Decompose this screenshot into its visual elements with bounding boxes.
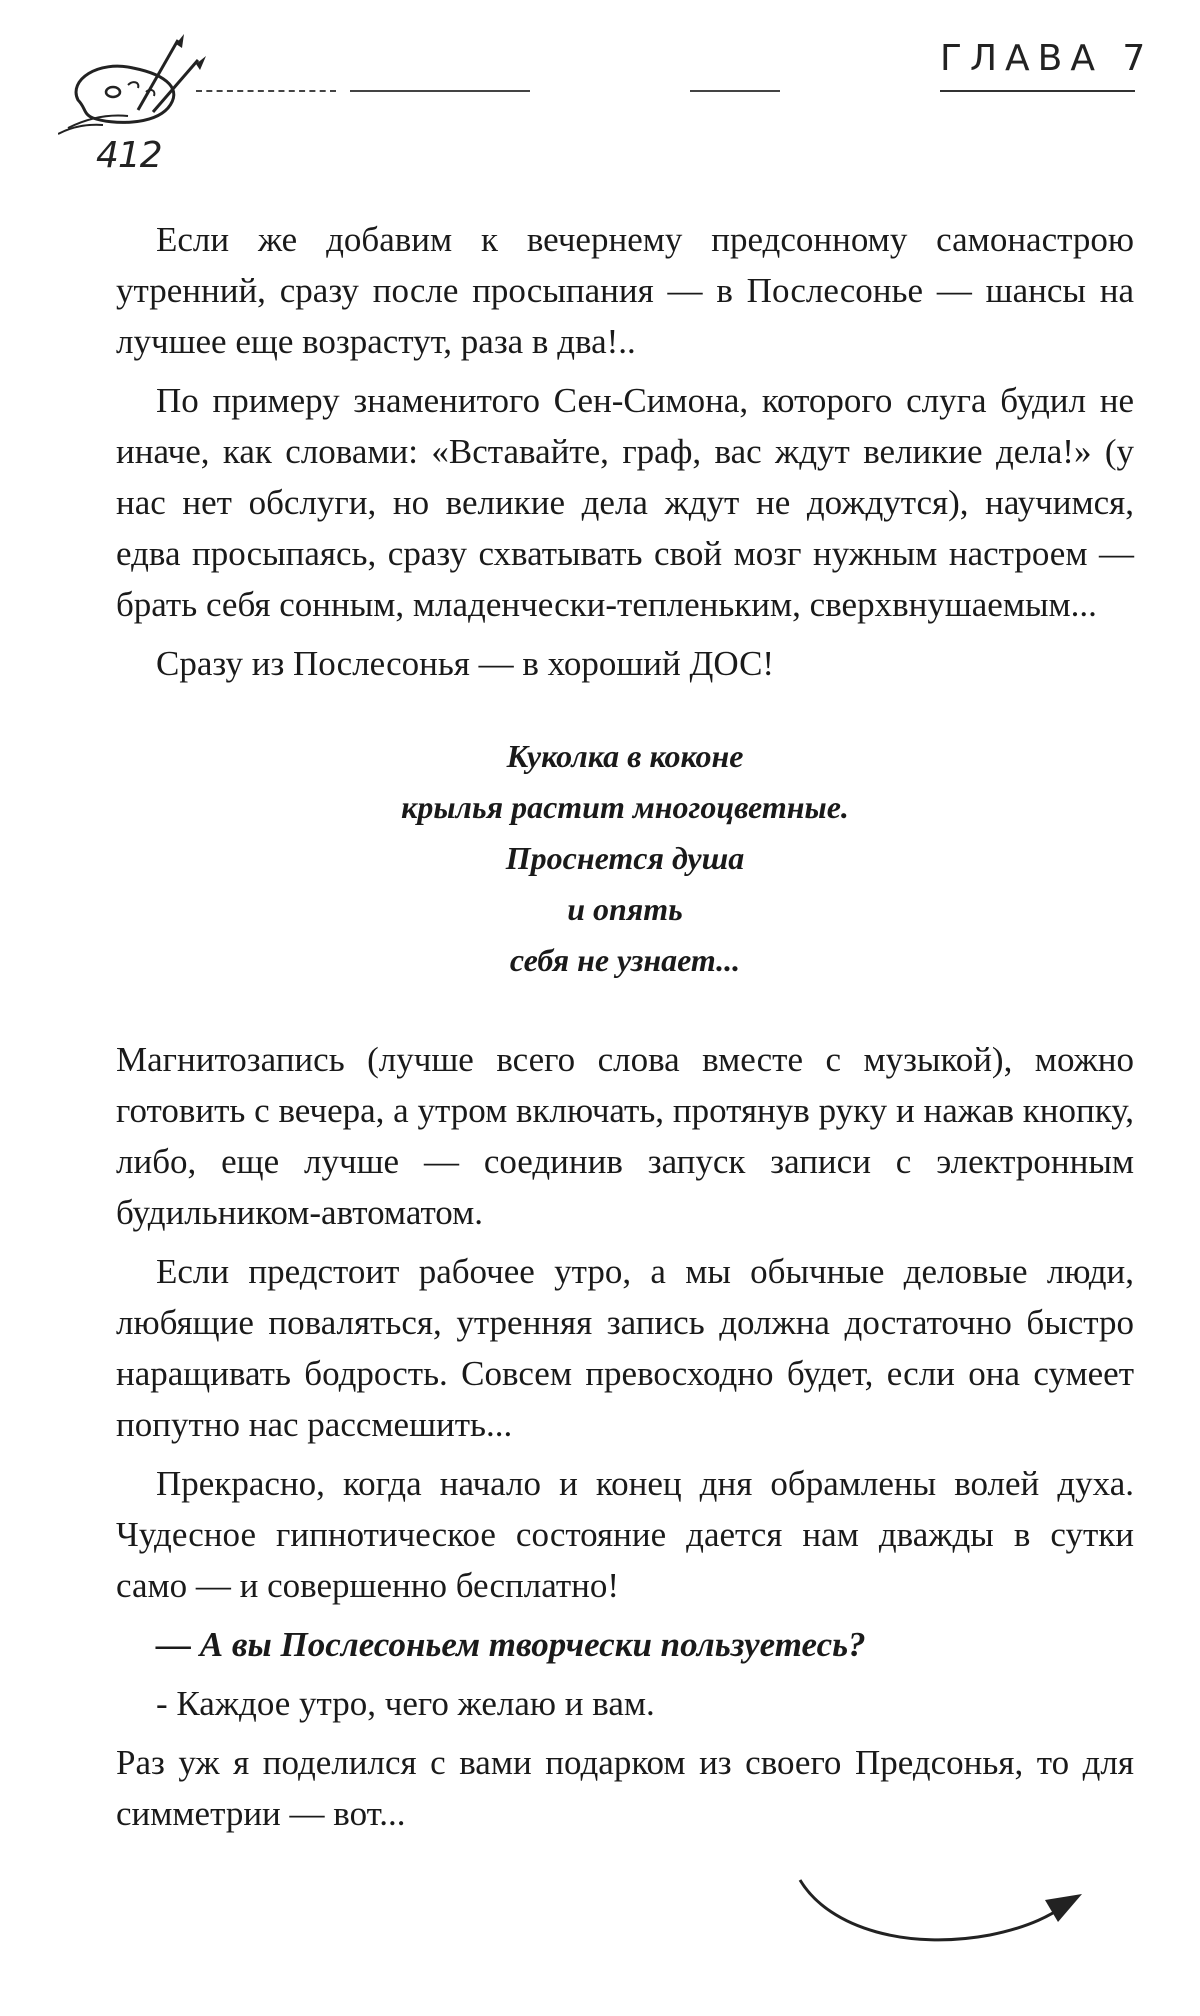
curved-arrow-right-icon: [790, 1860, 1090, 1960]
paragraph: Магнитозапись (лучше всего слова вместе с музыкой), можно готовить с вечера, а утром включать, протянув руку и нажав кнопку, либо, еще лучше — соединив запуск записи с электронным будильником-автоматом.: [116, 1040, 1134, 1232]
poem-line: и опять: [567, 891, 683, 927]
poem-line: крылья растит многоцветные.: [401, 789, 849, 825]
page-body: [116, 214, 1134, 1847]
paragraph: Прекрасно, когда начало и конец дня обрамлены волей духа. Чудесное гипнотическое состояние дается нам дважды в сутки само — и совершенно бесплатно!: [116, 1464, 1134, 1605]
chapter-underline: [940, 90, 1135, 92]
poem-line: Куколка в коконе: [506, 738, 744, 774]
answer-line: - Каждое утро, чего желаю и вам.: [156, 1684, 655, 1723]
page-number: 412: [96, 135, 162, 176]
paragraph: Если же добавим к вечернему предсонному самонастрою утренний, сразу после просыпания — в Послесонье — шансы на лучшее еще возрастут, раза в два!..: [116, 220, 1134, 361]
paragraph: Если предстоит рабочее утро, а мы обычные деловые люди, любящие поваляться, утренняя запись должна достаточно быстро наращивать бодрость. Совсем превосходно будет, если она сумеет попутно нас рассмешить...: [116, 1252, 1134, 1444]
palette-with-brushes-icon: [58, 30, 208, 140]
poem-line: себя не узнает...: [509, 942, 741, 978]
poem: [116, 731, 1134, 986]
paragraph: Сразу из Послесонья — в хороший ДОС!: [156, 644, 775, 683]
chapter-title: ГЛАВА 7: [940, 38, 1154, 79]
page-header: [0, 0, 1200, 200]
question-line: — А вы Послесоньем творчески пользуетесь?: [156, 1625, 866, 1664]
paragraph: По примеру знаменитого Сен-Симона, которого слуга будил не иначе, как словами: «Вставайте, граф, вас ждут великие дела!» (у нас нет обслуги, но великие дела ждут не дождутся), научимся, едва просыпаясь, сразу схватывать свой мозг нужным настроем — брать себя сонным, младенчески-тепленьким, сверхвнушаемым...: [116, 381, 1134, 624]
header-rule-segment: [350, 90, 530, 92]
header-rule-segment: [690, 90, 780, 92]
poem-line: Проснется душа: [505, 840, 745, 876]
header-rule-segment: [196, 90, 336, 92]
paragraph: Раз уж я поделился с вами подарком из своего Предсонья, то для симметрии — вот...: [116, 1743, 1134, 1833]
